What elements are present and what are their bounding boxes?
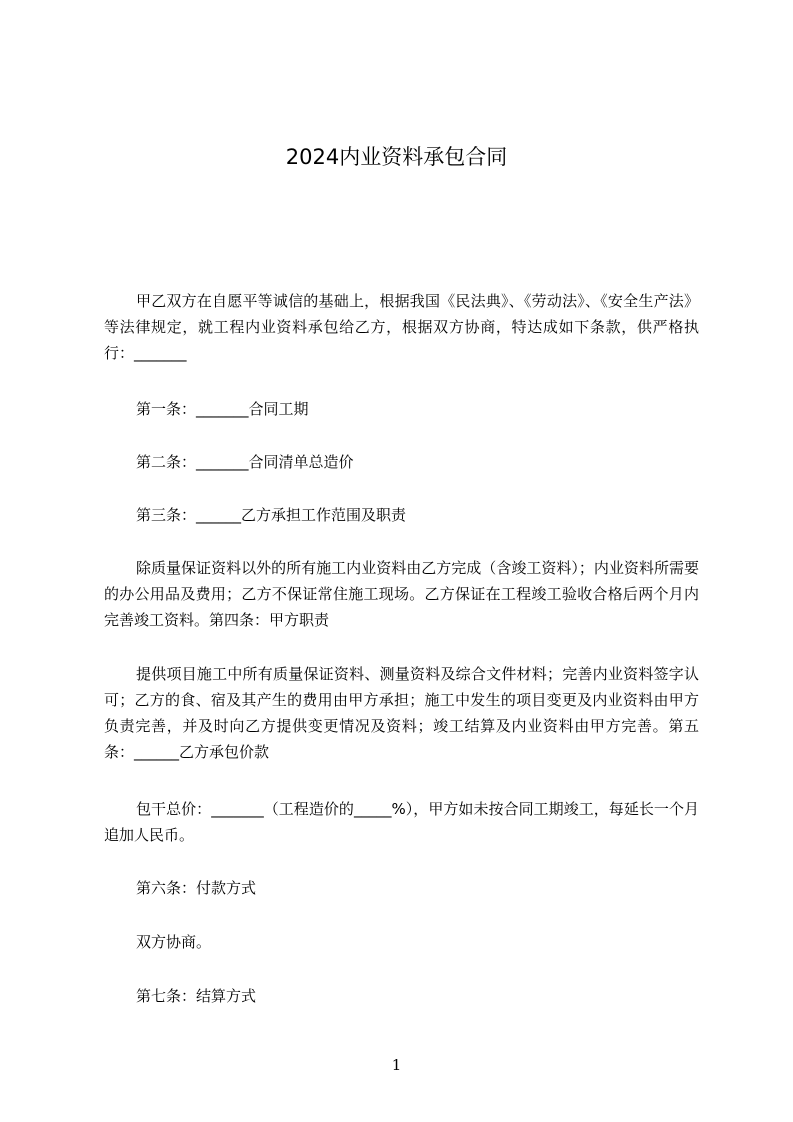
intro-paragraph: 甲乙双方在自愿平等诚信的基础上，根据我国《民法典》、《劳动法》、《安全生产法》等法律规定，就工程内业资料承包给乙方，根据双方协商，特达成如下条款，供严格执行：_______	[104, 292, 699, 362]
article-6-heading: 第六条：付款方式	[136, 879, 257, 897]
negotiation-paragraph: 双方协商。	[136, 933, 212, 951]
party-a-duties-paragraph: 提供项目施工中所有质量保证资料、测量资料及综合文件材料；完善内业资料签字认可；乙方的食、宿及其产生的费用由甲方承担；施工中发生的项目变更及内业资料由甲方负责完善，并及时向乙方提供变更情况及资料；竣工结算及内业资料由甲方完善。第五条：______乙方承包价款	[104, 665, 699, 761]
contract-price-paragraph: 包干总价：_______（工程造价的_____%），甲方如未按合同工期竣工，每延长一个月追加人民币。	[104, 800, 699, 844]
article-1-heading: 第一条：_______合同工期	[136, 400, 309, 418]
article-3-heading: 第三条：______乙方承担工作范围及职责	[136, 506, 407, 524]
document-title: 2024内业资料承包合同	[285, 145, 508, 169]
page-number: 1	[391, 1056, 402, 1074]
article-7-heading: 第七条：结算方式	[136, 987, 257, 1005]
party-b-scope-paragraph: 除质量保证资料以外的所有施工内业资料由乙方完成（含竣工资料）；内业资料所需要的办公用品及费用；乙方不保证常住施工现场。乙方保证在工程竣工验收合格后两个月内完善竣工资料。第四条：甲方职责	[104, 559, 699, 629]
article-2-heading: 第二条：_______合同清单总造价	[136, 453, 354, 471]
